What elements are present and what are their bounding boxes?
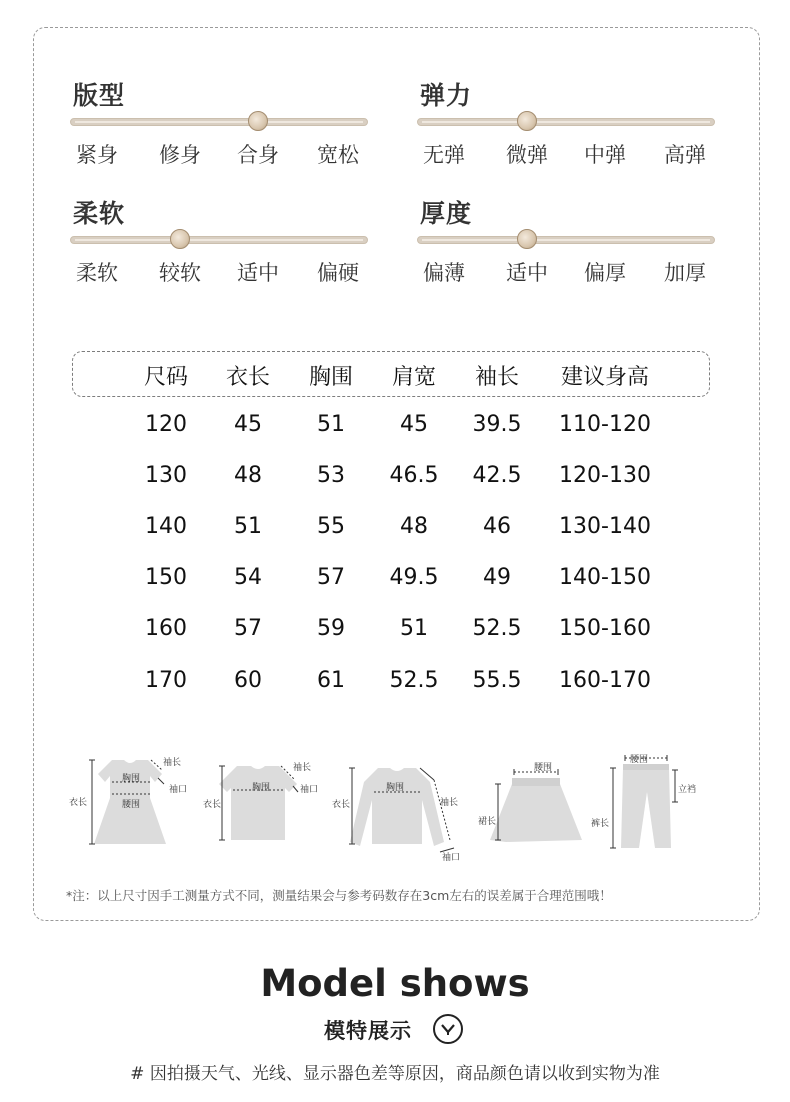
table-cell: 160-170 — [559, 668, 651, 693]
option-label: 无弹 — [423, 143, 465, 167]
slider-track — [70, 118, 368, 126]
table-header-cell: 衣长 — [225, 365, 270, 390]
label-length: 裙长 — [478, 817, 497, 827]
label-waist: 腰围 — [534, 763, 553, 773]
table-cell: 46 — [483, 514, 511, 539]
table-cell: 45 — [234, 412, 262, 437]
attr-title: 柔软 — [73, 199, 126, 228]
table-header-cell: 尺码 — [143, 365, 188, 390]
table-cell: 45 — [400, 412, 428, 437]
table-cell: 55.5 — [472, 668, 522, 693]
color-disclaimer: # 因拍摄天气、光线、显示器色差等原因，商品颜色请以收到实物为准 — [130, 1064, 660, 1084]
label-sleeve: 袖长 — [293, 763, 312, 773]
table-cell: 49 — [483, 565, 511, 590]
table-cell: 120-130 — [559, 463, 651, 488]
slider-track — [417, 236, 715, 244]
table-cell: 130 — [145, 463, 187, 488]
chevron-down-icon — [440, 1022, 456, 1038]
option-label: 适中 — [237, 261, 279, 285]
table-cell: 110-120 — [559, 412, 651, 437]
table-cell: 150-160 — [559, 616, 651, 641]
measurement-note: *注：以上尺寸因手工测量方式不同，测量结果会与参考码数存在3cm左右的误差属于合理范围哦！ — [66, 888, 612, 903]
slider-knob — [248, 111, 268, 131]
table-cell: 48 — [234, 463, 262, 488]
table-header-cell: 建议身高 — [560, 365, 649, 390]
table-cell: 51 — [400, 616, 428, 641]
table-cell: 140-150 — [559, 565, 651, 590]
table-cell: 150 — [145, 565, 187, 590]
attr-title: 厚度 — [420, 199, 473, 228]
slider-options — [420, 139, 720, 167]
table-cell: 52.5 — [389, 668, 439, 693]
table-header-cell: 胸围 — [308, 365, 353, 390]
label-sleeve: 袖长 — [163, 758, 182, 768]
option-label: 柔软 — [76, 261, 118, 285]
option-label: 修身 — [159, 143, 201, 167]
option-label: 微弹 — [506, 143, 548, 167]
label-rise: 立裆 — [678, 785, 697, 795]
table-cell: 57 — [317, 565, 345, 590]
model-section-subtitle: 模特展示 — [324, 1019, 412, 1043]
table-cell: 57 — [234, 616, 262, 641]
table-cell: 42.5 — [472, 463, 522, 488]
table-cell: 170 — [145, 668, 187, 693]
label-length: 衣长 — [69, 798, 88, 808]
table-header-cell: 肩宽 — [391, 365, 436, 390]
skirt-diagram — [480, 760, 590, 855]
slider-track — [70, 236, 368, 244]
slider-options — [73, 257, 373, 285]
table-header-cell: 袖长 — [474, 365, 519, 390]
option-label: 偏薄 — [423, 261, 465, 285]
attr-title: 弹力 — [420, 81, 473, 110]
option-label: 紧身 — [76, 143, 118, 167]
table-cell: 160 — [145, 616, 187, 641]
label-cuff: 袖口 — [442, 853, 461, 863]
label-chest: 胸围 — [122, 774, 141, 784]
table-cell: 49.5 — [389, 565, 439, 590]
option-label: 合身 — [237, 143, 279, 167]
table-cell: 60 — [234, 668, 262, 693]
label-waist: 腰围 — [630, 755, 649, 765]
label-chest: 胸围 — [252, 783, 271, 793]
option-label: 加厚 — [664, 261, 706, 285]
label-sleeve: 袖长 — [440, 798, 459, 808]
table-cell: 140 — [145, 514, 187, 539]
slider-track — [417, 118, 715, 126]
option-label: 高弹 — [664, 143, 706, 167]
table-cell: 55 — [317, 514, 345, 539]
option-label: 适中 — [506, 261, 548, 285]
option-label: 中弹 — [584, 143, 626, 167]
table-cell: 53 — [317, 463, 345, 488]
option-label: 较软 — [159, 261, 201, 285]
scroll-down-button[interactable] — [433, 1014, 463, 1044]
label-length: 衣长 — [203, 800, 222, 810]
label-cuff: 袖口 — [300, 785, 319, 795]
table-cell: 48 — [400, 514, 428, 539]
label-chest: 胸围 — [386, 783, 405, 793]
table-cell: 52.5 — [472, 616, 522, 641]
table-cell: 39.5 — [472, 412, 522, 437]
table-cell: 120 — [145, 412, 187, 437]
slider-options — [420, 257, 720, 285]
label-cuff: 袖口 — [169, 785, 188, 795]
model-section-title: Model shows — [260, 962, 530, 1005]
label-length: 衣长 — [332, 800, 351, 810]
table-cell: 59 — [317, 616, 345, 641]
table-cell: 46.5 — [389, 463, 439, 488]
table-cell: 54 — [234, 565, 262, 590]
table-cell: 51 — [234, 514, 262, 539]
option-label: 偏厚 — [584, 261, 626, 285]
table-cell: 61 — [317, 668, 345, 693]
label-length: 裤长 — [591, 819, 610, 829]
table-cell: 51 — [317, 412, 345, 437]
attr-title: 版型 — [73, 81, 126, 110]
option-label: 宽松 — [317, 143, 359, 167]
slider-options — [73, 139, 373, 167]
label-waist: 腰围 — [122, 800, 141, 810]
option-label: 偏硬 — [317, 261, 359, 285]
table-cell: 130-140 — [559, 514, 651, 539]
longsleeve-diagram — [330, 760, 465, 860]
pants-diagram — [605, 752, 705, 852]
